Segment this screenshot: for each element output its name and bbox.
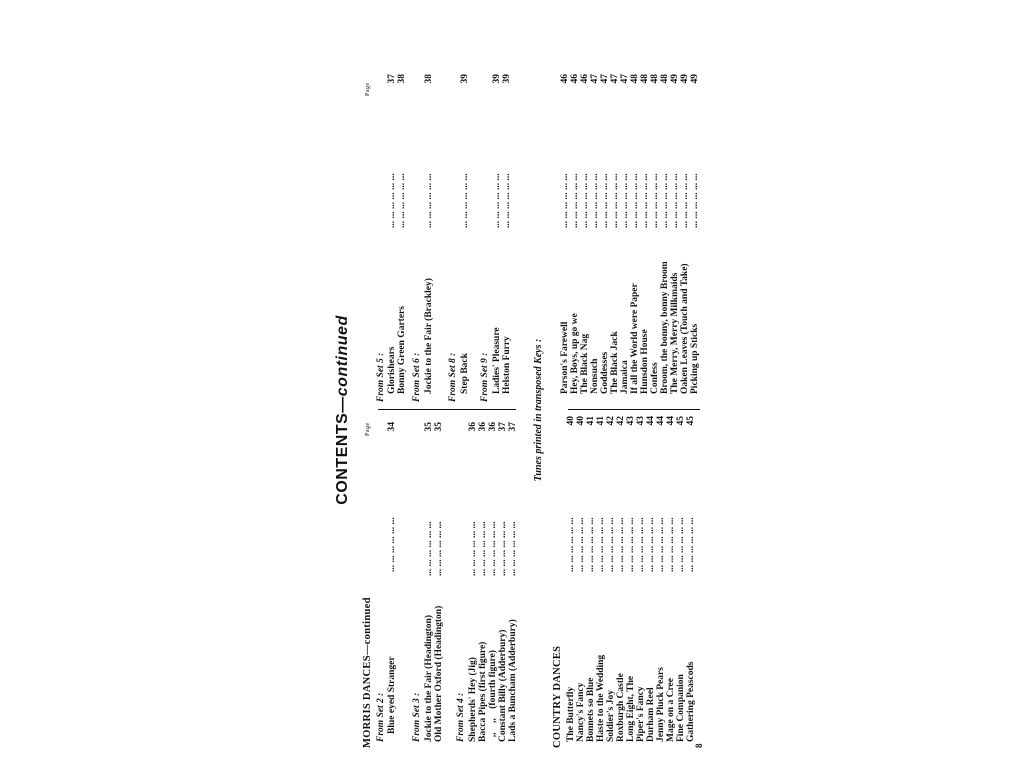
entry-title: Shepherds' Hey (Jig): [468, 657, 478, 742]
dot-leader: ... ... ... ... ... ...: [686, 517, 696, 572]
entry-title: Picking up Sticks: [690, 323, 700, 394]
dot-leader: ... ... ... ... ... ...: [478, 521, 488, 576]
entry-title: Blue eyed Stranger: [387, 656, 397, 734]
entry-title: Roxburgh Castle: [616, 673, 626, 742]
entry-title: The Merry, Merry Milkmaids: [670, 272, 680, 394]
column-divider: [568, 409, 700, 410]
entry-page: 45: [686, 416, 696, 426]
entry-title: Hey, Boys, up go we: [570, 313, 580, 394]
entry-title: Glorishears: [387, 346, 397, 394]
entry-page: 36: [488, 422, 498, 432]
set-label: From Set 8 :: [448, 352, 458, 402]
entry-page: 47: [590, 74, 600, 84]
dot-leader: ... ... ... ... ... ...: [636, 517, 646, 572]
dot-leader: ... ... ... ... ... ...: [580, 173, 590, 228]
contents-entry: [387, 422, 398, 734]
entry-page: 35: [434, 422, 444, 432]
entry-title: Helston Furry: [502, 336, 512, 394]
entry-page: 43: [636, 416, 646, 426]
dot-leader: ... ... ... ... ... ...: [616, 517, 626, 572]
dot-leader: ... ... ... ... ... ...: [606, 517, 616, 572]
entry-page: 39: [492, 74, 502, 84]
entry-title: Parson's Farewell: [560, 321, 570, 394]
entry-title: Jenny Pluck Pears: [656, 667, 666, 742]
entry-page: 37: [387, 74, 397, 84]
entry-title: Ladies' Pleasure: [492, 327, 502, 394]
page-mark: 8: [694, 743, 704, 748]
entry-title: Step Back: [460, 353, 470, 394]
dot-leader: ... ... ... ... ... ...: [570, 173, 580, 228]
dot-leader: ... ... ... ... ... ...: [566, 517, 576, 572]
entry-page: 47: [600, 74, 610, 84]
set-label: From Set 4 :: [456, 692, 466, 742]
entry-page: 35: [424, 422, 434, 432]
entry-title: Nancy's Fancy: [576, 682, 586, 742]
entry-page: 37: [508, 422, 518, 432]
entry-page: 42: [616, 416, 626, 426]
dot-leader: ... ... ... ... ... ...: [656, 517, 666, 572]
entry-page: 44: [656, 416, 666, 426]
entry-title: Jockie to the Fair (Brackley): [424, 278, 434, 394]
entry-page: 43: [626, 416, 636, 426]
dot-leader: ... ... ... ... ... ...: [460, 173, 470, 228]
dot-leader: ... ... ... ... ... ...: [434, 521, 444, 576]
entry-title: Soldier's Joy: [606, 690, 616, 742]
entry-title: Hunsdon House: [640, 329, 650, 394]
dot-leader: ... ... ... ... ... ...: [600, 173, 610, 228]
dot-leader: ... ... ... ... ... ...: [498, 521, 508, 576]
dot-leader: ... ... ... ... ... ...: [670, 173, 680, 228]
heading-title: CONTENTS: [334, 412, 351, 505]
contents-entry: [434, 422, 445, 742]
entry-page: 41: [586, 416, 596, 426]
dot-leader: ... ... ... ... ... ...: [397, 173, 407, 228]
set-label: From Set 9 :: [480, 352, 490, 402]
section-title-country: COUNTRY DANCES: [552, 645, 563, 748]
entry-title: Constant Billy (Adderbury): [498, 629, 508, 742]
entry-page: 48: [660, 74, 670, 84]
entry-title: Jockie to the Fair (Headington): [424, 614, 434, 742]
entry-page: 41: [596, 416, 606, 426]
dot-leader: ... ... ... ... ... ...: [666, 517, 676, 572]
entry-page: 49: [690, 74, 700, 84]
entry-page: 42: [606, 416, 616, 426]
dot-leader: ... ... ... ... ... ...: [690, 173, 700, 228]
entry-page: 36: [478, 422, 488, 432]
dot-leader: ... ... ... ... ... ...: [626, 517, 636, 572]
contents-entry: [502, 74, 513, 394]
entry-page: 36: [468, 422, 478, 432]
dot-leader: ... ... ... ... ... ...: [630, 173, 640, 228]
contents-entry: [460, 74, 471, 394]
dot-leader: ... ... ... ... ... ...: [586, 517, 596, 572]
heading-suffix: —continued: [334, 315, 351, 413]
entry-page: 44: [666, 416, 676, 426]
dot-leader: ... ... ... ... ... ...: [560, 173, 570, 228]
entry-title: Lads a Buncham (Adderbury): [508, 619, 518, 742]
entry-page: 46: [580, 74, 590, 84]
entry-title: Broom, the bonny, bonny Broom: [660, 261, 670, 394]
dot-leader: ... ... ... ... ... ...: [492, 173, 502, 228]
dot-leader: ... ... ... ... ... ...: [424, 173, 434, 228]
entry-page: 40: [566, 416, 576, 426]
entry-title: Haste to the Wedding: [596, 654, 606, 742]
entry-page: 48: [640, 74, 650, 84]
entry-title: Goddesses: [600, 351, 610, 394]
dot-leader: ... ... ... ... ... ...: [502, 173, 512, 228]
entry-title: Long Eight, The: [626, 675, 636, 742]
entry-page: 34: [387, 422, 397, 432]
dot-leader: ... ... ... ... ... ...: [676, 517, 686, 572]
contents-entry: [508, 422, 519, 742]
dot-leader: ... ... ... ... ... ...: [387, 517, 397, 572]
section-title-morris: MORRIS DANCES—continued: [362, 597, 373, 748]
transposed-keys-title: Tunes printed in transposed Keys :: [533, 338, 544, 482]
entry-title: Mage on a Cree: [666, 678, 676, 742]
entry-title: Nonsuch: [590, 358, 600, 394]
dot-leader: ... ... ... ... ... ...: [610, 173, 620, 228]
entry-page: 45: [676, 416, 686, 426]
entry-page: 46: [570, 74, 580, 84]
dot-leader: ... ... ... ... ... ...: [576, 517, 586, 572]
entry-title: Bonnets so Blue: [586, 677, 596, 742]
entry-page: 39: [460, 74, 470, 84]
page-heading: [334, 72, 352, 748]
dot-leader: ... ... ... ... ... ...: [508, 521, 518, 576]
contents-entry: [397, 74, 408, 394]
entry-title: Gathering Peascods: [686, 661, 696, 742]
entry-page: 37: [498, 422, 508, 432]
entry-page: 40: [576, 416, 586, 426]
entry-title: Jamaica: [620, 360, 630, 394]
entry-title: Fine Companion: [676, 674, 686, 742]
set-label: From Set 5 :: [376, 352, 386, 402]
entry-title: Piper's Fancy: [636, 686, 646, 742]
dot-leader: ... ... ... ... ... ...: [646, 517, 656, 572]
entry-page: 39: [502, 74, 512, 84]
dot-leader: ... ... ... ... ... ...: [640, 173, 650, 228]
contents-entry: [690, 74, 701, 394]
entry-page: 47: [620, 74, 630, 84]
dot-leader: ... ... ... ... ... ...: [590, 173, 600, 228]
entry-page: 38: [397, 74, 407, 84]
dot-leader: ... ... ... ... ... ...: [488, 521, 498, 576]
entry-title: If all the World were Paper: [630, 283, 640, 394]
entry-page: 49: [670, 74, 680, 84]
entry-page: 38: [424, 74, 434, 84]
entry-page: 49: [680, 74, 690, 84]
column-divider: [378, 409, 516, 410]
entry-title: Durham Reel: [646, 687, 656, 742]
dot-leader: ... ... ... ... ... ...: [680, 173, 690, 228]
page-column-header: Page: [365, 422, 371, 436]
dot-leader: ... ... ... ... ... ...: [424, 521, 434, 576]
entry-page: 48: [650, 74, 660, 84]
entry-title: Bonny Green Garters: [397, 306, 407, 394]
entry-title: The Black Nag: [580, 333, 590, 394]
dot-leader: ... ... ... ... ... ...: [660, 173, 670, 228]
contents-page: [334, 72, 712, 748]
set-label: From Set 3 :: [412, 692, 422, 742]
entry-title: Bacca Pipes (first figure): [478, 641, 488, 742]
entry-title: Confess: [650, 362, 660, 394]
dot-leader: ... ... ... ... ... ...: [620, 173, 630, 228]
entry-title: Old Mother Oxford (Headington): [434, 605, 444, 742]
entry-title: The Butterfly: [566, 686, 576, 742]
entry-title: Oaken Leaves (Touch and Take): [680, 263, 690, 394]
dot-leader: ... ... ... ... ... ...: [387, 173, 397, 228]
dot-leader: ... ... ... ... ... ...: [468, 521, 478, 576]
entry-page: 47: [610, 74, 620, 84]
contents-entry: [686, 416, 697, 742]
entry-title: The Black Jack: [610, 331, 620, 394]
set-label: From Set 6 :: [412, 352, 422, 402]
page-column-header: Page: [365, 82, 371, 96]
entry-page: 44: [646, 416, 656, 426]
dot-leader: ... ... ... ... ... ...: [596, 517, 606, 572]
entry-page: 46: [560, 74, 570, 84]
entry-page: 48: [630, 74, 640, 84]
contents-entry: [424, 74, 435, 394]
dot-leader: ... ... ... ... ... ...: [650, 173, 660, 228]
set-label: From Set 2 :: [376, 692, 386, 742]
entry-title: ,, ,, (fourth figure): [488, 650, 498, 742]
